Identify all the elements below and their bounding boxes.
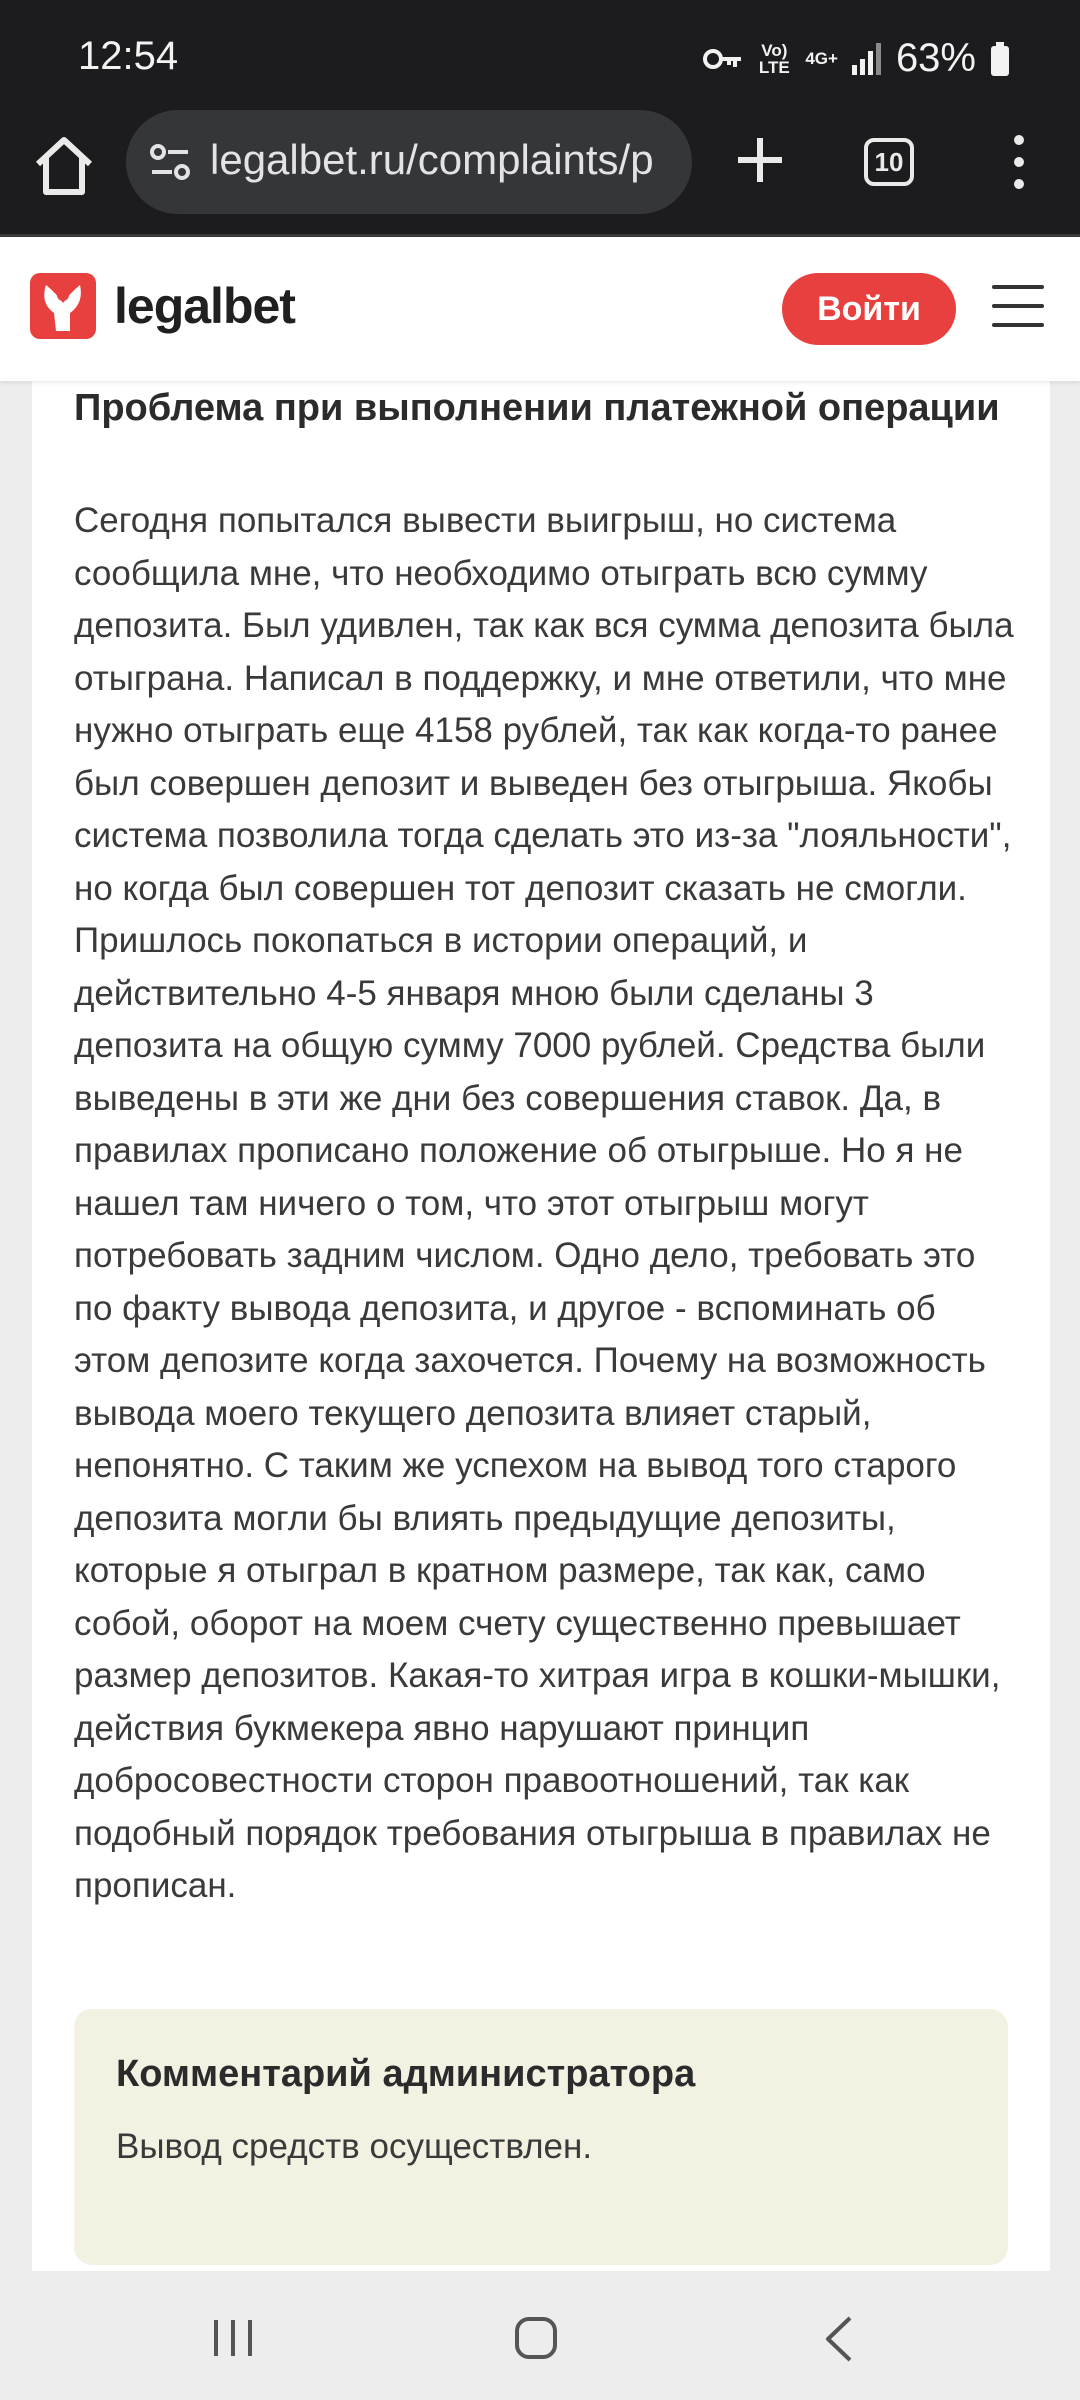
logo-text[interactable]: legalbet — [114, 278, 295, 334]
url-bar[interactable] — [126, 110, 692, 214]
battery-percent: 63% — [895, 36, 976, 80]
status-bar — [0, 0, 1080, 120]
back-icon[interactable] — [820, 2314, 856, 2364]
signal-icon — [852, 43, 882, 75]
login-button[interactable]: Войти — [782, 273, 956, 345]
site-settings-icon[interactable] — [148, 140, 192, 184]
tabs-icon[interactable]: 10 — [864, 138, 914, 186]
home-icon[interactable] — [30, 132, 98, 200]
recent-apps-icon[interactable] — [210, 2318, 256, 2358]
site-header — [0, 237, 1080, 381]
url-text[interactable]: legalbet.ru/complaints/p — [210, 136, 654, 183]
home-nav-icon[interactable] — [514, 2316, 558, 2360]
network-type-label: 4G+ — [805, 49, 838, 68]
complaint-title: Проблема при выполнении платежной операции — [74, 387, 1000, 429]
complaint-card — [32, 381, 1050, 2271]
admin-comment-text: Вывод средств осуществлен. — [116, 2127, 593, 2166]
vpn-key-icon — [703, 47, 743, 71]
battery-icon — [990, 42, 1010, 76]
admin-comment-title: Комментарий администратора — [116, 2053, 696, 2095]
more-vert-icon[interactable] — [1002, 132, 1036, 192]
admin-comment-box — [74, 2009, 1008, 2265]
menu-icon[interactable] — [992, 285, 1044, 329]
complaint-body: Сегодня попытался вывести выигрыш, но система сообщила мне, что необходимо отыграть всю сумму депозита. Был удивлен, так как вся сумма депозита была отыграна. Написал в поддержку, и мне ответили, что мне нужно отыграть еще 4158 рублей, так как когда-то ранее был совершен депозит и выведен без отыгрыша. Якобы система позволила тогда сделать это из-за "лояльности", но когда был совершен тот депозит сказать не смогли. Пришлось покопаться в истории операций, и действительно 4-5 января мною были сделаны 3 депозита на общую сумму 7000 рублей. Средства были выведены в эти же дни без совершения ставок. Да, в правилах прописано положение об отыгрыше. Но я не нашел там ничего о том, что этот отыгрыш могут потребовать задним числом. Одно дело, требовать это по факту вывода депозита, и другое - вспоминать об этом депозите когда захочется. Почему на возможность вывода моего текущего депозита влияет старый, непонятно. С таким же успехом на вывод того старого депозита могли бы влиять предыдущие депозиты, которые я отыграл в кратном размере, так как, само собой, оборот на моем счету существенно превышает размер депозитов. Какая-то хитрая игра в кошки-мышки, действия букмекера явно нарушают принцип добросовестности сторон правоотношений, так как подобный порядок требования отыгрыша в правилах не прописан. — [74, 501, 1014, 1905]
volte-label: Vo) LTE — [758, 40, 790, 77]
status-icons — [703, 36, 1010, 81]
status-time: 12:54 — [78, 34, 179, 78]
plus-icon[interactable] — [728, 128, 792, 192]
navigation-bar — [0, 2272, 1080, 2400]
legalbet-logo-icon[interactable] — [30, 273, 96, 343]
